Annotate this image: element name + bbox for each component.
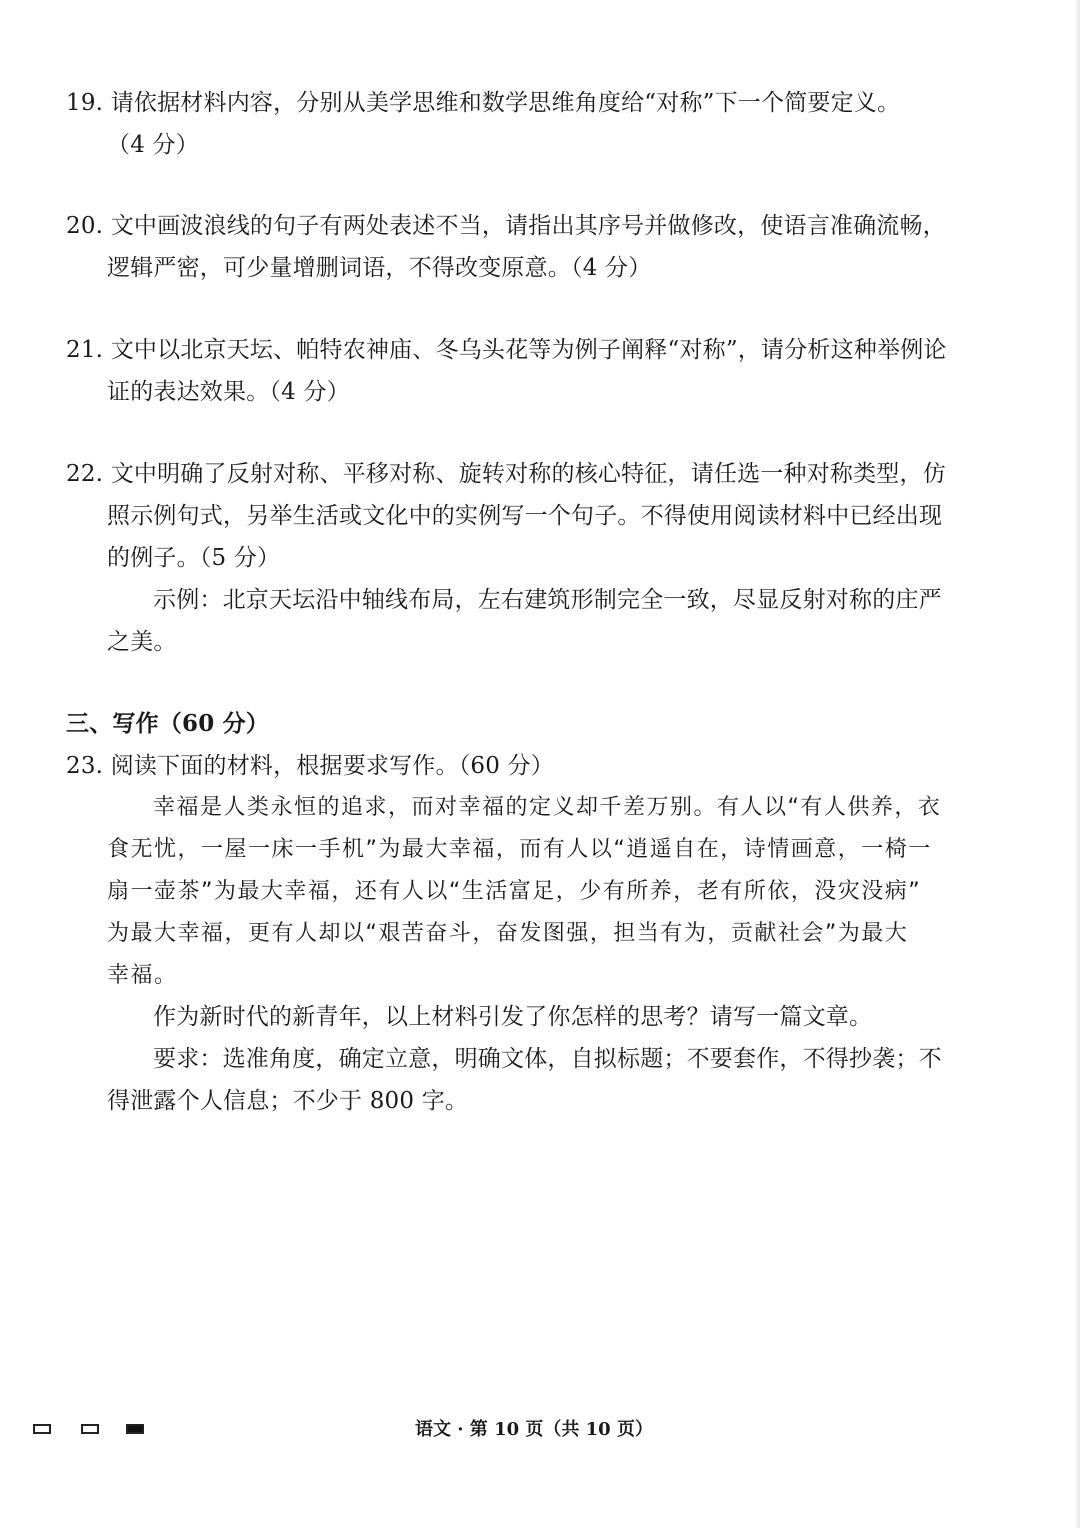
writing-requirement-line-1: 要求：选准角度，确定立意，明确文体，自拟标题；不要套作，不得抄袭；不 — [153, 1046, 942, 1072]
question-22-line-2: 照示例句式，另举生活或文化中的实例写一个句子。不得使用阅读材料中已经出现 — [107, 503, 943, 529]
page-number-label: 语文 · 第 10 页（共 10 页） — [415, 1419, 653, 1440]
material-line-5: 幸福。 — [107, 963, 178, 988]
material-line-3: 扇一壶茶”为最大幸福，还有人以“生活富足，少有所养，老有所依，没灾没病” — [107, 879, 922, 904]
writing-requirement-line-2: 得泄露个人信息；不少于 800 字。 — [107, 1088, 469, 1114]
writing-prompt: 作为新时代的新青年，以上材料引发了你怎样的思考？请写一篇文章。 — [153, 1004, 873, 1030]
question-19-line-2: （4 分） — [107, 132, 199, 158]
footer-box-outline-icon — [81, 1424, 99, 1434]
question-19-line-1: 19. 请依据材料内容，分别从美学思维和数学思维角度给“对称”下一个简要定义。 — [66, 90, 901, 116]
question-21-line-1: 21. 文中以北京天坛、帕特农神庙、冬乌头花等为例子阐释“对称”，请分析这种举例论 — [66, 337, 947, 363]
material-line-1: 幸福是人类永恒的追求，而对幸福的定义却千差万别。有人以“有人供养，衣 — [153, 795, 942, 820]
question-23-line: 23. 阅读下面的材料，根据要求写作。（60 分） — [66, 753, 554, 779]
material-line-4: 为最大幸福，更有人却以“艰苦奋斗，奋发图强，担当有为，贡献社会”为最大 — [107, 921, 909, 946]
question-20-line-2: 逻辑严密，可少量增删词语，不得改变原意。（4 分） — [107, 255, 652, 281]
question-21-line-2: 证的表达效果。（4 分） — [107, 379, 350, 405]
question-20-line-1: 20. 文中画波浪线的句子有两处表述不当，请指出其序号并做修改，使语言准确流畅， — [66, 213, 946, 239]
question-22-line-1: 22. 文中明确了反射对称、平移对称、旋转对称的核心特征，请任选一种对称类型，仿 — [66, 461, 946, 487]
question-22-line-3: 的例子。（5 分） — [107, 545, 281, 571]
material-line-2: 食无忧，一屋一床一手机”为最大幸福，而有人以“逍遥自在，诗情画意，一椅一 — [107, 837, 932, 862]
scan-edge-shadow — [1074, 0, 1080, 1528]
question-22-example-line-1: 示例：北京天坛沿中轴线布局，左右建筑形制完全一致，尽显反射对称的庄严 — [153, 587, 942, 613]
footer-box-outline-icon — [33, 1424, 51, 1434]
question-22-example-line-2: 之美。 — [107, 629, 177, 655]
writing-section-title: 三、写作（60 分） — [66, 710, 270, 737]
page-footer — [0, 1416, 1080, 1446]
footer-box-filled-icon — [126, 1424, 144, 1434]
